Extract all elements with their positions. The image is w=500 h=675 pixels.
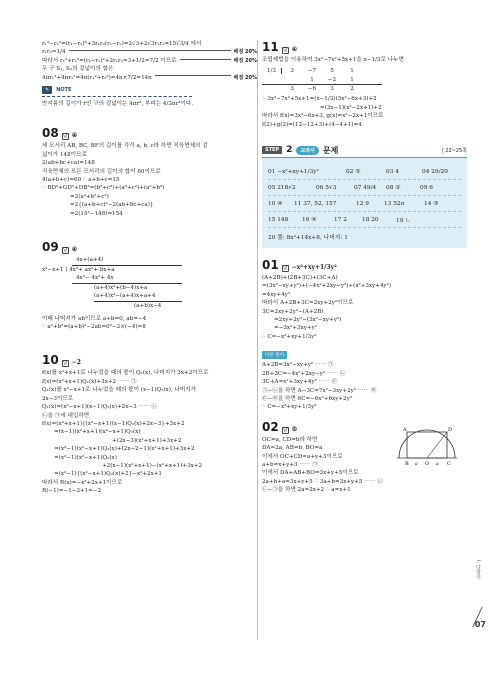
synth-row-coefficients	[262, 66, 382, 75]
column-divider	[257, 40, 258, 640]
solution-line: 조립제법을 이용하여 3x³−7x²+5x+1을 x−1/3로 나누면	[262, 57, 404, 63]
answer-cell: 13 52π	[384, 200, 405, 207]
answer-row	[268, 196, 461, 212]
answer-cell: 09 6	[420, 184, 433, 191]
answer-cell: 02 ⑤	[346, 168, 361, 175]
step-number: 2	[286, 145, 293, 156]
right-column	[262, 40, 467, 495]
solution-line: f(x)=(x²+x+1)Q₁(x)+3x+2 ⋯⋯ ㉠	[42, 378, 137, 385]
solution-line: =2{(a+b+c)²−2(ab+bc+ca)}	[70, 202, 154, 209]
answer-cell: 18 20	[362, 216, 379, 223]
answer-cell: 14 ③	[424, 200, 439, 207]
solution-line: f(x)를 x²+x+1로 나누었을 때의 몫이 Q₁(x), 나머지가 3x+2이므로	[42, 370, 209, 377]
question-02-block	[262, 420, 467, 495]
score-label: 배점 20%	[233, 57, 257, 64]
solution-line: 넓이가 148이므로	[42, 151, 87, 158]
semicircle-rectangle-figure	[393, 420, 461, 470]
solution-line: A+2B=3x²−xy+y² ⋯⋯ ㉠	[262, 362, 334, 369]
solution-line: OC=a, CD=b라 하면	[262, 436, 318, 443]
question-answer: −x²+xy+1/3y²	[291, 264, 337, 272]
division-step: 4x³− 4x²+ 4x	[76, 275, 114, 282]
top-solution-continuation	[42, 40, 257, 82]
solution-line: ∴ C=−x²+xy+1/3y²	[262, 404, 317, 411]
solution-line: =4xy+4y²	[262, 291, 291, 298]
question-number: 10	[42, 353, 59, 368]
solution-line: =(3x−1)(x²−2x+1)+2	[320, 104, 382, 111]
note-label: NOTE	[56, 87, 72, 94]
solution-line: 2(ab+bc+ca)=148	[42, 160, 95, 167]
solution-line: 따라서 A+2B+3C=2xy+2y²이므로	[262, 300, 354, 307]
solution-line: ㉡−㉠을 하면 2a=2x+2 ∴ a=x+1	[262, 487, 351, 494]
figure-label: O	[425, 460, 430, 467]
synth-cell: 1	[350, 67, 354, 74]
solution-line: 4(a+b+c)=60 ∴ a+b+c=15	[42, 177, 120, 184]
answer-icon: 답	[63, 134, 68, 140]
answer-cell: 16 ④	[302, 216, 317, 223]
solution-line: 2a+b+a=3x+y+5 ∴ 3a+b=3x+y+5 ⋯⋯ ㉡	[262, 478, 383, 485]
figure-label: a	[436, 461, 439, 467]
question-number: 01	[262, 258, 279, 273]
solution-line: f(2)+g(2)=(12−12+3)+(4−4+1)=4	[262, 121, 362, 128]
solution-line: (A+2B)+(2B+3C)+(3C+A)	[262, 275, 338, 282]
answer-row	[268, 180, 461, 196]
question-01-header	[262, 258, 467, 272]
solution-line: ㉠−㉡을 하면 A−3C=7x²−3xy+2y² ⋯⋯ ㉣	[262, 387, 377, 394]
note-box	[42, 86, 257, 94]
solution-line: =(x³−1){(x²−x+1)Q₂(x)+2}−x²+2x+1	[54, 471, 162, 478]
synth-row-products	[262, 75, 382, 84]
division-step: (a+4)x²−(a+4)x+a+4	[94, 293, 156, 300]
answer-cell: 08 ②	[386, 184, 401, 191]
answer-icon: 답	[283, 48, 288, 53]
answer-grid	[262, 157, 467, 248]
page-range: | 22~25쪽	[441, 147, 467, 154]
solution-line: =(x−1)(x²+x+1)(x²−x+1)Q₂(x)	[54, 429, 141, 436]
solution-line: 따라서 R(x)=−x²+2x+1이므로	[42, 479, 123, 486]
division-dividend: x²−x+1 ) 4x³+ ax²+ bx+a	[42, 266, 115, 273]
note-text: 반지름의 길이가 r인 구의 겉넓이는 4πr², 부피는 4/3πr³이다.	[42, 101, 194, 108]
question-number: 08	[42, 126, 59, 141]
solution-line: 3C=2xy+2y²−(A+2B)	[262, 308, 324, 315]
solution-line: Q₁(x)=(x²−x+1)(x−1)Q₂(x)+2x−3 ⋯⋯ ㉡	[42, 404, 157, 411]
question-answer: −2	[71, 359, 81, 367]
left-column	[42, 40, 257, 496]
solution-line: ∴ BD²+GD²+DB²=(b²+c²)+(a²+c²)+(a²+b²)	[42, 185, 165, 192]
solution-line: 이에서 DA+AB+BO=3x+y+5이므로	[262, 470, 359, 477]
question-answer: ④	[291, 46, 298, 53]
question-08-header	[42, 126, 257, 140]
solution-line: =2xy+2y²−(3x²−xy+y²)	[274, 317, 342, 324]
question-11-header	[262, 40, 467, 54]
solution-line: 2B+3C=−4x²+2xy−y² ⋯⋯ ㉡	[262, 370, 346, 377]
answer-icon: 답	[63, 248, 68, 254]
synth-cell: −2	[327, 76, 337, 83]
solution-line-scored: 따라서 r₁²+r₂²=(r₁−r₂)²+2r₁r₂=3+1/2=7/2 이므로 배점 20%	[42, 57, 257, 64]
synth-cell: −7	[307, 67, 317, 74]
answer-box-header	[262, 143, 467, 157]
answer-cell: 06 5√3	[316, 184, 337, 191]
answer-cell: 03 4	[386, 168, 399, 175]
solution-line: 이에서 OC+CD=a+y+3이므로	[262, 453, 343, 460]
answer-cell: 11 37, 52, 157	[294, 200, 337, 207]
answer-icon: 답	[63, 361, 68, 367]
answer-cell: 15 148	[268, 216, 289, 223]
synth-cell: 3	[290, 67, 294, 74]
solution-line: f(x)=(x²+x+1){(x²−x+1)(x−1)Q₂(x)+2x−3}+3x+2	[42, 420, 185, 427]
answer-cell: 07 49/4	[354, 184, 377, 191]
synth-row-result	[262, 84, 382, 93]
question-09-header	[42, 240, 257, 254]
textbook-badge: 교과서	[296, 146, 319, 155]
solution-line: =(3x²−xy+y²)+(−4x²+2xy−y²)+(x²+3xy+4y²)	[262, 283, 392, 290]
synth-cell: 1	[310, 76, 314, 83]
solution-line: =2(a²+b²+c²)	[70, 193, 109, 200]
solution-line: ∴ 3x³−7x²+5x+1=(x−1/3)(3x²−6x+3)+2	[262, 96, 377, 103]
answer-cell: 05 218√2	[268, 184, 296, 191]
answer-cell: 17 2	[334, 216, 347, 223]
answer-cell: 19 ㄴ	[396, 218, 411, 225]
synth-divisor: 1/3	[262, 68, 282, 74]
answer-cell: 04 29/20	[422, 168, 448, 175]
solution-line-scored: r₁r₂=1/4 배점 20%	[42, 49, 257, 56]
solution-line: 따라서 f(x)=3x²−6x+3, g(x)=x²−2x+1이므로	[262, 113, 384, 120]
page-number: 07	[474, 620, 486, 629]
synthetic-division-table	[262, 66, 382, 93]
question-answer: ④	[71, 246, 78, 254]
solution-line: R(−1)=−1−2+1=−2	[42, 488, 102, 495]
chapter-side-tab: I. 다항식	[475, 560, 481, 580]
solution-line: 두 구 S₁, S₂의 겉넓이의 합은	[42, 66, 114, 73]
solution-line: DA=2a, AB=b, BO=a	[262, 445, 323, 452]
answer-row	[268, 228, 461, 244]
synth-cell: 3	[330, 86, 334, 93]
solution-line: ㉢−㉣을 하면 6C=−6x²+6xy+2y²	[262, 395, 353, 402]
polynomial-long-division	[42, 256, 257, 311]
note-divider	[42, 96, 192, 97]
answer-cell: 10 ④	[268, 200, 283, 207]
solution-line: 3C+A=x²+3xy+4y² ⋯⋯ ㉢	[262, 379, 338, 386]
solution-line: 직육면체의 모든 모서리의 길이의 합이 60이므로	[42, 168, 161, 175]
figure-label: B	[405, 460, 409, 467]
answer-row	[268, 164, 461, 180]
score-label: 배점 20%	[233, 74, 257, 81]
solution-line: =−3x²+3xy+y²	[274, 325, 317, 332]
figure-label: D	[448, 426, 453, 433]
division-remainder: (a+b)x−4	[134, 303, 162, 310]
question-01-solution	[262, 274, 467, 412]
question-number: 02	[262, 419, 279, 434]
division-step: (a+4)x²+(b−4)x+a	[94, 284, 148, 291]
figure-label: C	[447, 460, 451, 467]
answer-icon: 답	[283, 266, 288, 272]
solution-line: Q₁(x)를 x²−x+1로 나누었을 때의 몫이 (x−1)Q₂(x), 나머지가	[42, 387, 197, 394]
synth-cell: 3	[290, 86, 294, 93]
solution-line: =2(15²−148)=154	[70, 210, 123, 217]
synth-cell: 5	[330, 67, 334, 74]
solution-line: +(2x−3)(x²+x+1)+3x+2	[112, 437, 182, 444]
note-icon: ✎	[42, 86, 52, 94]
textbook-answer-box	[262, 143, 467, 248]
solution-line: +2(x−1)(x²+x+1)−(x²+x+1)+3x+2	[102, 462, 203, 469]
score-label: 배점 20%	[233, 49, 257, 56]
solution-line: ㉡을 ㉠에 대입하면	[42, 412, 90, 419]
synth-cell: 2	[350, 86, 354, 93]
answer-cell: 20 풀: 8x³+14x+8, 나머지: 1	[268, 234, 348, 241]
step-label: STEP	[262, 146, 282, 154]
solution-line: ∴ C=−x²+xy+1/3y²	[262, 333, 317, 340]
solution-line: a+b=x+y+3 ⋯⋯ ㉠	[262, 461, 318, 468]
solution-line-scored: 4πr₁²+4πr₂²=4π(r₁²+r₂²)=4π×7/2=14π 배점 20%	[42, 74, 257, 81]
synth-cell: −6	[307, 86, 317, 93]
synth-cell: 1	[350, 76, 354, 83]
question-answer: ④	[71, 132, 78, 140]
answer-icon: 답	[283, 427, 288, 433]
solution-line: =(x³−1)(x²−x+1)Q₂(x)+(2x−2−1)(x²+x+1)+3x+2	[54, 446, 195, 453]
solution-line: ∴ a²+b²=(a+b)²−2ab=0²−2×(−4)=8	[42, 324, 146, 331]
solution-line: 2x−3이므로	[42, 395, 74, 402]
alternate-solution-tag: 다른 풀이	[262, 351, 287, 359]
answer-cell: 12 9	[356, 200, 369, 207]
question-answer: ⑤	[291, 425, 298, 433]
answer-row	[268, 212, 461, 228]
solution-line: =(x³−1)(x²−x+1)Q₂(x)	[54, 454, 117, 461]
figure-label: a	[415, 461, 418, 467]
question-08-solution	[42, 142, 257, 218]
division-quotient: 4x+(a+4)	[76, 257, 104, 264]
figure-label: A	[403, 426, 407, 433]
answer-box-title: 문제	[322, 145, 339, 155]
question-10-solution	[42, 369, 257, 495]
solution-line: 세 모서리 AB, BC, BF의 길이를 각각 a, b, c라 하면 직육면체의 겉	[42, 143, 208, 150]
question-number: 09	[42, 240, 59, 255]
answer-cell: 01 −x²+xy+1/3y²	[268, 168, 319, 175]
solution-line: 이때 나머지가 ab이므로 a+b=0, ab=−4	[42, 315, 147, 322]
question-number: 11	[262, 40, 279, 54]
solution-line: r₁³−r₂³=(r₁−r₂)³+3r₁r₂(r₁−r₂)=2√3+2√3r₁r₂=15√3/4 에서	[42, 41, 202, 47]
question-10-header	[42, 353, 257, 367]
